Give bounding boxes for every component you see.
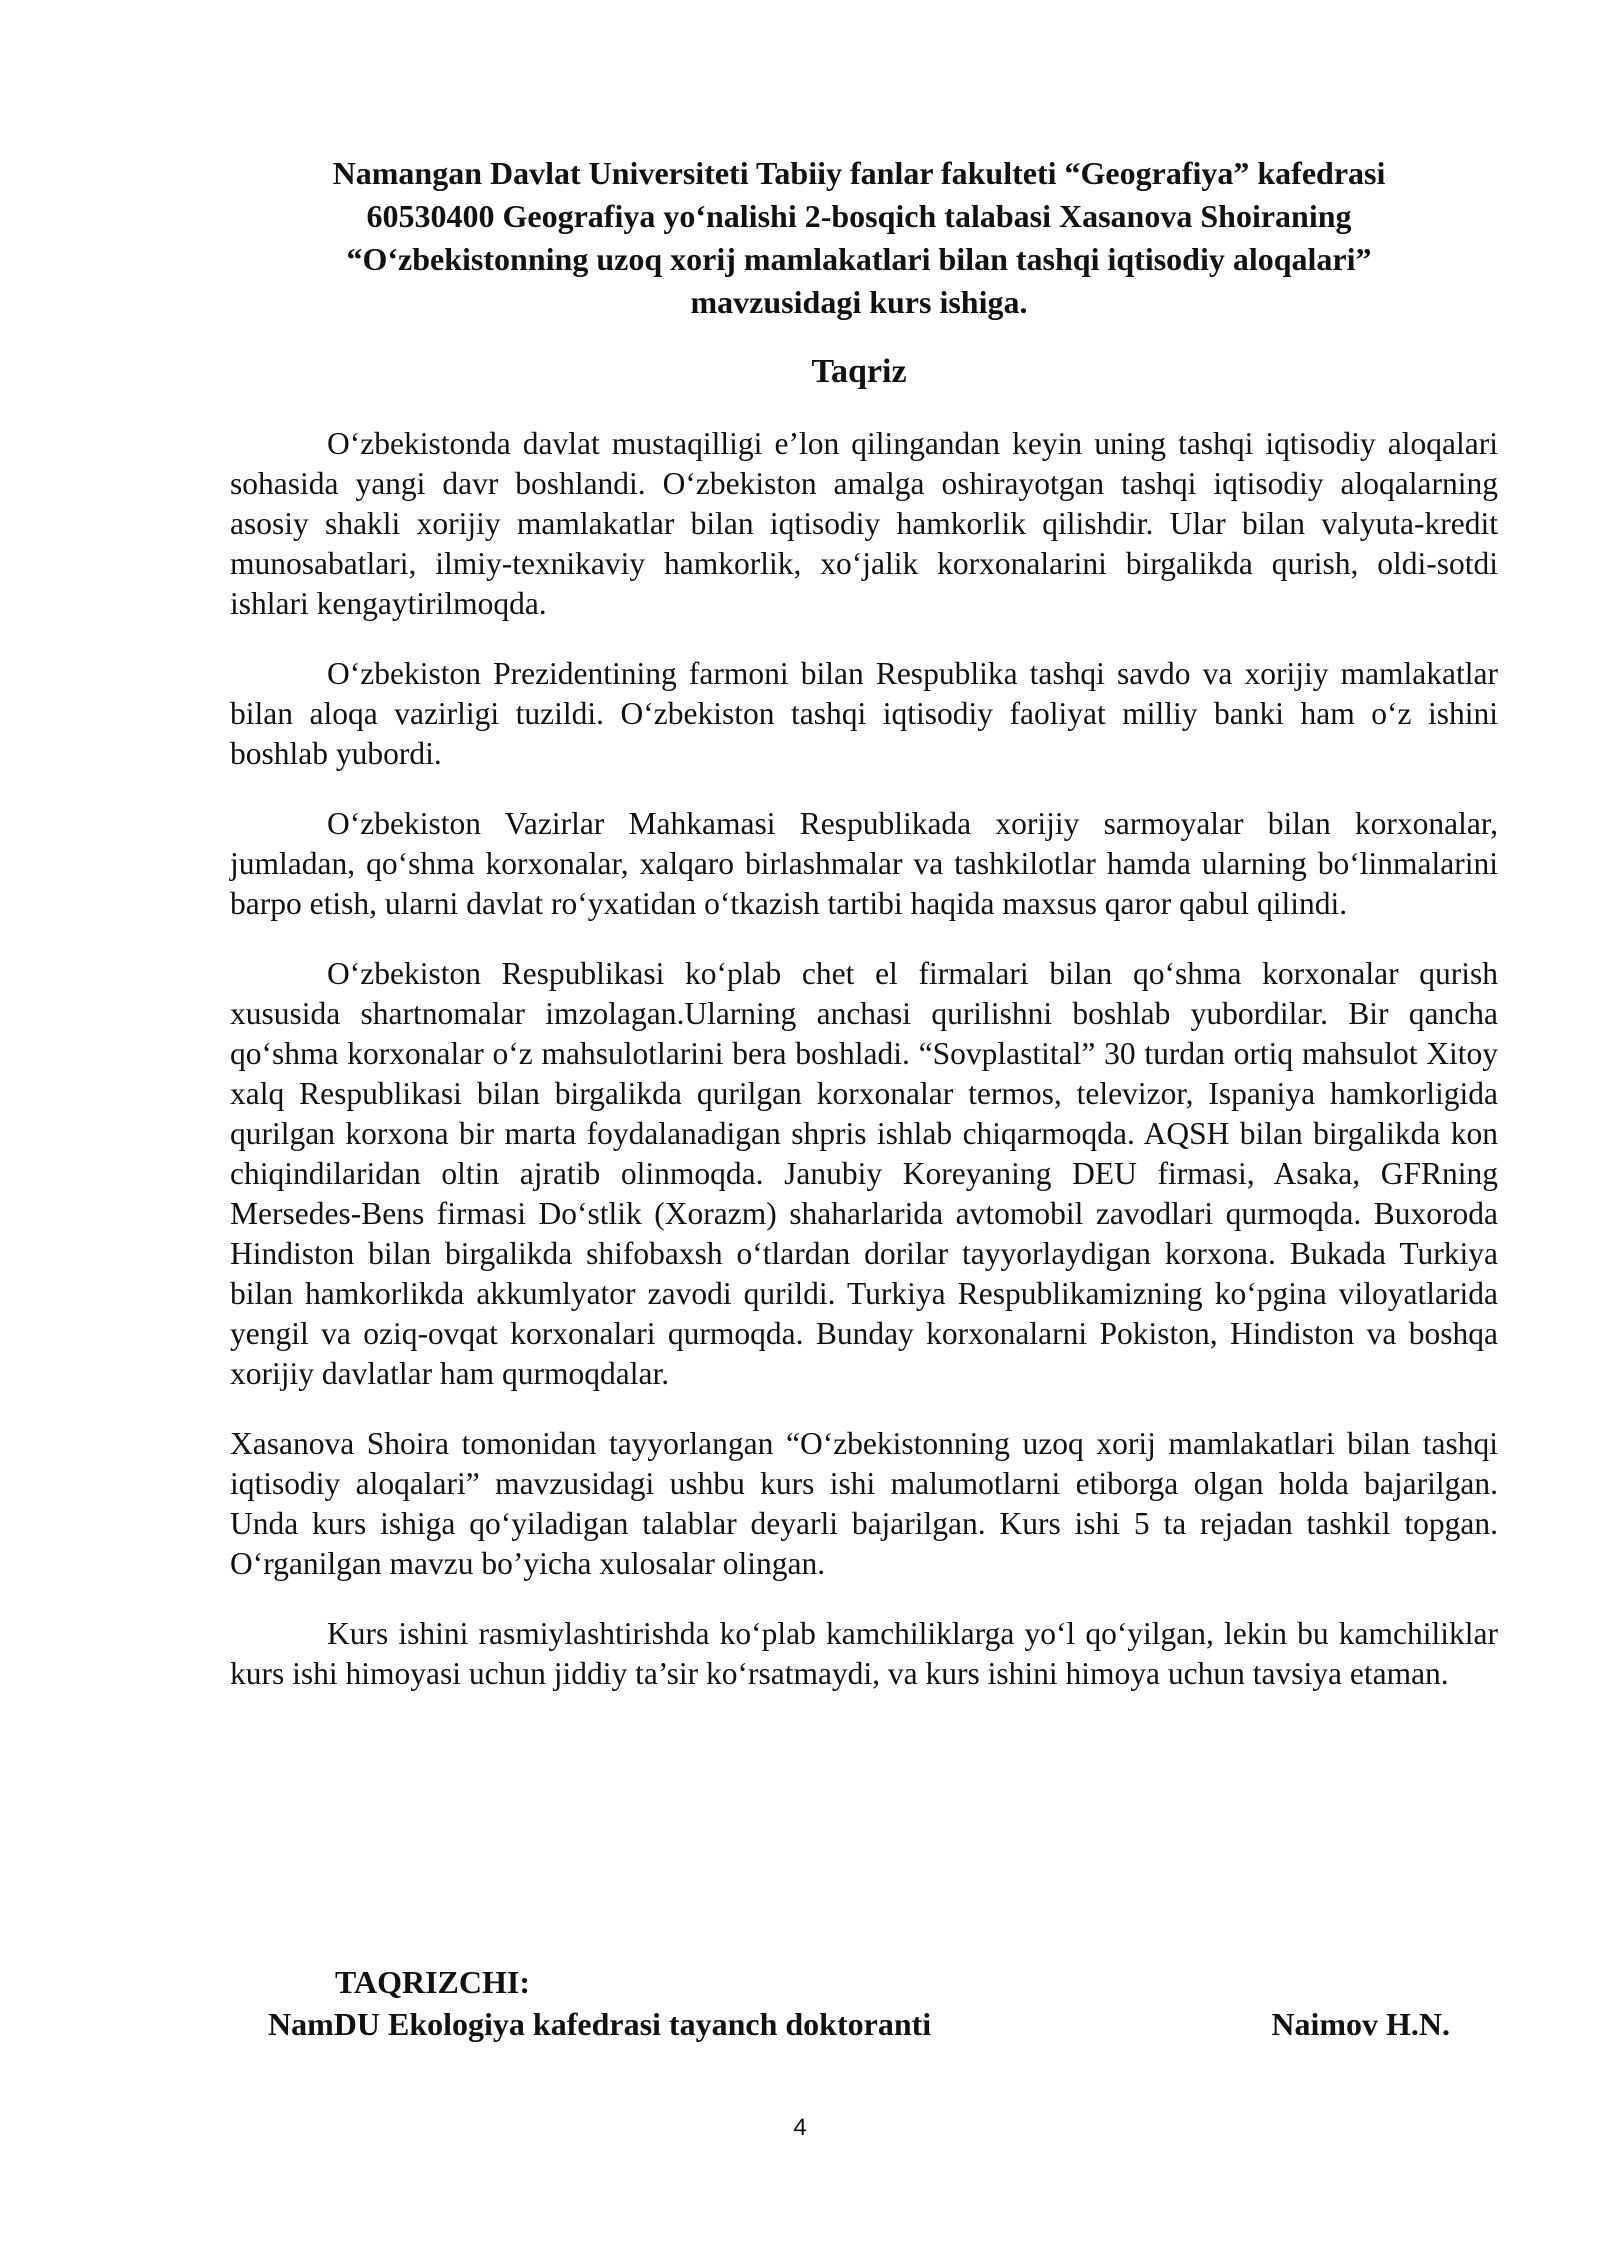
- document-header: [220, 152, 1498, 324]
- page-number: 4: [793, 2114, 807, 2141]
- body-paragraph: O‘zbekiston Prezidentining farmoni bilan Respublika tashqi savdo va xorijiy mamlakatlar bilan aloqa vazirligi tuzildi. O‘zbekiston tashqi iqtisodiy faoliyat milliy banki ham o‘z ishini boshlab yubordi.: [230, 656, 1498, 771]
- body-paragraph: O‘zbekiston Respublikasi ko‘plab chet el firmalari bilan qo‘shma korxonalar qurish xususida shartnomalar imzolagan.Ularning anchasi qurilishni boshlab yubordilar. Bir qancha qo‘shma korxonalar o‘z mahsulotlarini bera boshladi. “Sovplastital” 30 turdan ortiq mahsulot Xitoy xalq Respublikasi bilan birgalikda qurilgan korxonalar termos, televizor, Ispaniya hamkorligida qurilgan korxona bir marta foydalanadigan shpris ishlab chiqarmoqda. AQSH bilan birgalikda kon chiqindilaridan oltin ajratib olinmoqda. Janubiy Koreyaning DEU firmasi, Asaka, GFRning Mersedes-Bens firmasi Do‘stlik (Xorazm) shaharlarida avtomobil zavodlari qurmoqda. Buxoroda Hindiston bilan birgalikda shifobaxsh o‘tlardan dorilar tayyorlaydigan korxona. Bukada Turkiya bilan hamkorlikda akkumlyator zavodi qurildi. Turkiya Respublikamizning ko‘pgina viloyatlarida yengil va oziq-ovqat korxonalari qurmoqda. Bunday korxonalarni Pokiston, Hindiston va boshqa xorijiy davlatlar ham qurmoqdalar.: [230, 956, 1498, 1391]
- header-line: mavzusidagi kurs ishiga.: [690, 284, 1028, 320]
- document-title: Taqriz: [811, 353, 907, 390]
- reviewer-name: Naimov H.N.: [1271, 2006, 1450, 2042]
- body-paragraph: O‘zbekiston Vazirlar Mahkamasi Respublikada xorijiy sarmoyalar bilan korxonalar, jumladan, qo‘shma korxonalar, xalqaro birlashmalar va tashkilotlar hamda ularning bo‘linmalarini barpo etish, ularni davlat ro‘yxatidan o‘tkazish tartibi haqida maxsus qaror qabul qilindi.: [230, 806, 1498, 921]
- body-paragraph: Xasanova Shoira tomonidan tayyorlangan “O‘zbekistonning uzoq xorij mamlakatlari bilan tashqi iqtisodiy aloqalari” mavzusidagi ushbu kurs ishi malumotlarni etiborga olgan holda bajarilgan. Unda kurs ishiga qo‘yiladigan talablar deyarli bajarilgan. Kurs ishi 5 ta rejadan tashkil topgan. O‘rganilgan mavzu bo’yicha xulosalar olingan.: [230, 1426, 1498, 1581]
- header-line: 60530400 Geografiya yo‘nalishi 2-bosqich talabasi Xasanova Shoiraning: [366, 198, 1352, 234]
- body-paragraph: O‘zbekistonda davlat mustaqilligi e’lon qilingandan keyin uning tashqi iqtisodiy aloqalari sohasida yangi davr boshlandi. O‘zbekiston amalga oshirayotgan tashqi iqtisodiy aloqalarning asosiy shakli xorijiy mamlakatlar bilan iqtisodiy hamkorlik qilishdir. Ular bilan valyuta-kredit munosabatlari, ilmiy-texnikaviy hamkorlik, xo‘jalik korxonalarini birgalikda qurish, oldi-sotdi ishlari kengaytirilmoqda.: [230, 426, 1498, 621]
- header-line: Namangan Davlat Universiteti Tabiiy fanlar fakulteti “Geografiya” kafedrasi: [332, 155, 1386, 191]
- reviewer-position: NamDU Ekologiya kafedrasi tayanch doktoranti: [268, 2006, 932, 2042]
- review-body: [230, 424, 1498, 1724]
- reviewer-label: TAQRIZCHI:: [335, 1964, 530, 2000]
- body-paragraph: Kurs ishini rasmiylashtirishda ko‘plab kamchiliklarga yo‘l qo‘yilgan, lekin bu kamchiliklar kurs ishi himoyasi uchun jiddiy ta’sir ko‘rsatmaydi, va kurs ishini himoya uchun tavsiya etaman.: [230, 1616, 1498, 1691]
- header-line: “O‘zbekistonning uzoq xorij mamlakatlari bilan tashqi iqtisodiy aloqalari”: [346, 241, 1372, 277]
